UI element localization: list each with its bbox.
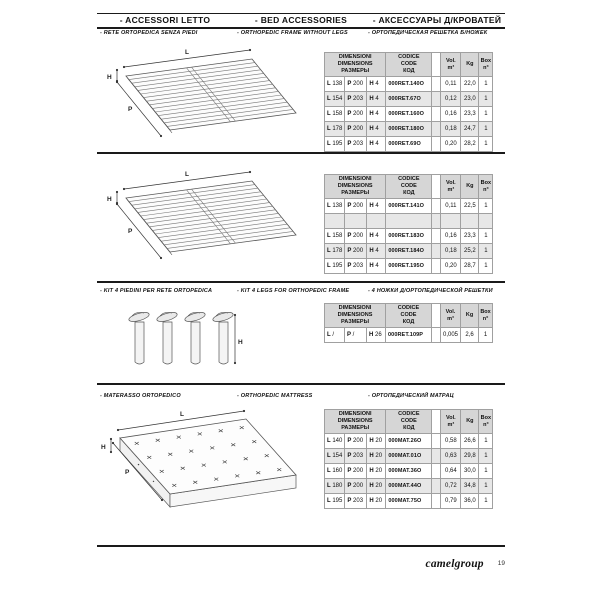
- box-cell: 1: [479, 107, 493, 122]
- h-cell: H 4: [367, 122, 386, 137]
- box-header: Box n°: [479, 410, 493, 434]
- vol-cell: 0,16: [441, 107, 461, 122]
- kg-cell: [461, 214, 479, 229]
- box-cell: 1: [479, 449, 493, 464]
- spec-row: [325, 92, 493, 107]
- h-cell: H 4: [367, 229, 386, 244]
- l-cell: L /: [325, 328, 345, 343]
- p-cell: P 200: [345, 244, 367, 259]
- code-cell: 000RET.109P: [386, 328, 432, 343]
- p-cell: P 200: [345, 107, 367, 122]
- box-cell: 1: [479, 229, 493, 244]
- vol-header: Vol. m³: [441, 304, 461, 328]
- code-header: CODICE CODE КОД: [386, 304, 432, 328]
- l-cell: L 158: [325, 107, 345, 122]
- spacer-cell: [432, 107, 441, 122]
- kg-cell: 2,6: [461, 328, 479, 343]
- kg-cell: 30,0: [461, 464, 479, 479]
- h-cell: H 4: [367, 92, 386, 107]
- section1-subtitle-ru: - ОРТОПЕДИЧЕСКАЯ РЕШЕТКА Б/НОЖЕК: [368, 30, 488, 36]
- frame2-spec-table: [324, 174, 493, 274]
- box-cell: 1: [479, 92, 493, 107]
- h-cell: [367, 214, 386, 229]
- code-cell: 000RET.180O: [386, 122, 432, 137]
- brand-logo: camelgroup: [425, 558, 484, 570]
- vol-cell: [441, 214, 461, 229]
- kg-cell: 28,2: [461, 137, 479, 152]
- spacer-cell: [432, 464, 441, 479]
- spacer-header: [432, 304, 441, 328]
- l-cell: L 138: [325, 77, 345, 92]
- p-cell: P 203: [345, 259, 367, 274]
- code-header: CODICE CODE КОД: [386, 410, 432, 434]
- top-rule: [97, 13, 505, 14]
- spec-row: [325, 328, 493, 343]
- code-cell: 000MAT.01O: [386, 449, 432, 464]
- box-cell: 1: [479, 494, 493, 509]
- box-cell: 1: [479, 77, 493, 92]
- spacer-cell: [432, 449, 441, 464]
- code-cell: 000RET.141O: [386, 199, 432, 214]
- h-cell: H 20: [367, 479, 386, 494]
- p-cell: P 203: [345, 494, 367, 509]
- box-cell: 1: [479, 479, 493, 494]
- spacer-header: [432, 175, 441, 199]
- spec-row: [325, 479, 493, 494]
- spacer-cell: [432, 259, 441, 274]
- kg-cell: 34,8: [461, 479, 479, 494]
- dimension-label-l: L: [180, 411, 184, 418]
- vol-cell: 0,18: [441, 122, 461, 137]
- spec-row: [325, 137, 493, 152]
- dimension-label-p: P: [125, 469, 130, 476]
- page-number: 19: [497, 560, 505, 567]
- h-cell: H 4: [367, 77, 386, 92]
- spacer-cell: [432, 137, 441, 152]
- h-cell: H 4: [367, 137, 386, 152]
- mattress-diagram: [98, 406, 303, 524]
- vol-cell: 0,11: [441, 77, 461, 92]
- vol-cell: 0,58: [441, 434, 461, 449]
- l-cell: L 160: [325, 464, 345, 479]
- box-cell: 1: [479, 199, 493, 214]
- h-cell: H 4: [367, 107, 386, 122]
- h-cell: H 4: [367, 199, 386, 214]
- section3-subtitle-ru: - 4 НОЖКИ Д/ОРТОПЕДИЧЕСКОЙ РЕШЕТКИ: [368, 288, 493, 294]
- dimension-label-p: P: [128, 228, 133, 235]
- spec-row: [325, 199, 493, 214]
- section1-subtitle-en: - ORTHOPEDIC FRAME WITHOUT LEGS: [237, 30, 348, 36]
- spacer-cell: [432, 92, 441, 107]
- l-cell: L 178: [325, 122, 345, 137]
- code-cell: [386, 214, 432, 229]
- p-cell: P 200: [345, 434, 367, 449]
- dimension-label-l: L: [185, 171, 189, 178]
- kit-legs-diagram: [122, 302, 247, 377]
- code-cell: 000MAT.26O: [386, 434, 432, 449]
- spacer-cell: [432, 199, 441, 214]
- vol-cell: 0,20: [441, 259, 461, 274]
- section-divider-3: [97, 383, 505, 385]
- code-cell: 000MAT.36O: [386, 464, 432, 479]
- legs-spec-table: [324, 303, 493, 343]
- spacer-cell: [432, 122, 441, 137]
- page-footer: [97, 554, 505, 572]
- l-cell: L 158: [325, 229, 345, 244]
- orthopedic-frame-diagram-2: [100, 168, 300, 272]
- kg-header: Kg: [461, 304, 479, 328]
- kg-cell: 22,5: [461, 199, 479, 214]
- p-cell: P 200: [345, 229, 367, 244]
- vol-cell: 0,005: [441, 328, 461, 343]
- spec-row: [325, 214, 493, 229]
- p-cell: P 203: [345, 137, 367, 152]
- code-header: CODICE CODE КОД: [386, 175, 432, 199]
- spec-row: [325, 259, 493, 274]
- spacer-cell: [432, 214, 441, 229]
- box-cell: 1: [479, 259, 493, 274]
- spacer-cell: [432, 328, 441, 343]
- dimension-label-p: P: [128, 106, 133, 113]
- h-cell: H 4: [367, 244, 386, 259]
- header-rule: [97, 27, 505, 29]
- code-cell: 000RET.69O: [386, 137, 432, 152]
- box-cell: 1: [479, 328, 493, 343]
- box-cell: 1: [479, 244, 493, 259]
- spec-row: [325, 449, 493, 464]
- spacer-cell: [432, 479, 441, 494]
- vol-cell: 0,12: [441, 92, 461, 107]
- l-cell: L 195: [325, 259, 345, 274]
- h-cell: H 20: [367, 434, 386, 449]
- l-cell: L 138: [325, 199, 345, 214]
- section4-subtitle-ru: - ОРТОПЕДИЧЕСКИЙ МАТРАЦ: [368, 393, 454, 399]
- vol-cell: 0,64: [441, 464, 461, 479]
- vol-header: Vol. m³: [441, 175, 461, 199]
- section4-subtitle-it: - MATERASSO ORTOPEDICO: [100, 393, 181, 399]
- dimensions-header: DIMENSIONI DIMENSIONS РАЗМЕРЫ: [325, 410, 386, 434]
- box-cell: 1: [479, 122, 493, 137]
- p-cell: P 200: [345, 199, 367, 214]
- code-cell: 000RET.160O: [386, 107, 432, 122]
- kg-header: Kg: [461, 410, 479, 434]
- vol-cell: 0,11: [441, 199, 461, 214]
- box-cell: 1: [479, 137, 493, 152]
- dimension-label-l: L: [185, 49, 189, 56]
- box-cell: 1: [479, 464, 493, 479]
- h-cell: H 4: [367, 259, 386, 274]
- l-cell: [325, 214, 345, 229]
- box-header: Box n°: [479, 53, 493, 77]
- l-cell: L 180: [325, 479, 345, 494]
- l-cell: L 154: [325, 449, 345, 464]
- dimension-label-h: H: [238, 339, 243, 346]
- spec-row: [325, 244, 493, 259]
- p-cell: P 203: [345, 92, 367, 107]
- h-cell: H 20: [367, 494, 386, 509]
- dimensions-header: DIMENSIONI DIMENSIONS РАЗМЕРЫ: [325, 53, 386, 77]
- vol-cell: 0,20: [441, 137, 461, 152]
- l-cell: L 195: [325, 494, 345, 509]
- vol-cell: 0,16: [441, 229, 461, 244]
- p-cell: P /: [345, 328, 367, 343]
- dimension-label-h: H: [107, 74, 112, 81]
- kg-cell: 23,3: [461, 107, 479, 122]
- code-cell: 000RET.195O: [386, 259, 432, 274]
- spec-row: [325, 229, 493, 244]
- spacer-header: [432, 410, 441, 434]
- spec-row: [325, 107, 493, 122]
- kg-cell: 23,3: [461, 229, 479, 244]
- p-cell: P 200: [345, 479, 367, 494]
- kg-cell: 36,0: [461, 494, 479, 509]
- kg-cell: 29,8: [461, 449, 479, 464]
- code-header: CODICE CODE КОД: [386, 53, 432, 77]
- box-cell: 1: [479, 434, 493, 449]
- kg-header: Kg: [461, 53, 479, 77]
- kg-header: Kg: [461, 175, 479, 199]
- spec-row: [325, 77, 493, 92]
- vol-cell: 0,72: [441, 479, 461, 494]
- spacer-cell: [432, 229, 441, 244]
- spacer-cell: [432, 434, 441, 449]
- p-cell: P 203: [345, 449, 367, 464]
- p-cell: P 200: [345, 122, 367, 137]
- dimensions-header: DIMENSIONI DIMENSIONS РАЗМЕРЫ: [325, 304, 386, 328]
- p-cell: [345, 214, 367, 229]
- vol-header: Vol. m³: [441, 53, 461, 77]
- orthopedic-frame-diagram-1: [100, 46, 300, 150]
- vol-cell: 0,63: [441, 449, 461, 464]
- dimension-label-h: H: [101, 444, 106, 451]
- code-cell: 000MAT.75O: [386, 494, 432, 509]
- box-cell: [479, 214, 493, 229]
- bottom-rule: [97, 545, 505, 547]
- section4-subtitle-en: - ORTHOPEDIC MATTRESS: [237, 393, 313, 399]
- l-cell: L 195: [325, 137, 345, 152]
- l-cell: L 178: [325, 244, 345, 259]
- section3-subtitle-en: - KIT 4 LEGS FOR ORTHOPEDIC FRAME: [237, 288, 350, 294]
- box-header: Box n°: [479, 304, 493, 328]
- vol-cell: 0,79: [441, 494, 461, 509]
- spec-row: [325, 494, 493, 509]
- section-divider-2: [97, 281, 505, 283]
- p-cell: P 200: [345, 464, 367, 479]
- kg-cell: 23,0: [461, 92, 479, 107]
- title-italian: - ACCESSORI LETTO: [119, 15, 211, 25]
- section3-subtitle-it: - KIT 4 PIEDINI PER RETE ORTOPEDICA: [100, 288, 213, 294]
- section1-subtitle-it: - RETE ORTOPEDICA SENZA PIEDI: [100, 30, 198, 36]
- mattress-spec-table: [324, 409, 493, 509]
- spec-row: [325, 434, 493, 449]
- p-cell: P 200: [345, 77, 367, 92]
- spacer-cell: [432, 494, 441, 509]
- frame1-spec-table: [324, 52, 493, 152]
- vol-header: Vol. m³: [441, 410, 461, 434]
- title-russian: - АКСЕССУАРЫ Д/КРОВАТЕЙ: [372, 15, 502, 25]
- dimension-label-h: H: [107, 196, 112, 203]
- spacer-cell: [432, 77, 441, 92]
- code-cell: 000MAT.44O: [386, 479, 432, 494]
- vol-cell: 0,18: [441, 244, 461, 259]
- dimensions-header: DIMENSIONI DIMENSIONS РАЗМЕРЫ: [325, 175, 386, 199]
- kg-cell: 28,7: [461, 259, 479, 274]
- l-cell: L 140: [325, 434, 345, 449]
- kg-cell: 26,6: [461, 434, 479, 449]
- kg-cell: 24,7: [461, 122, 479, 137]
- l-cell: L 154: [325, 92, 345, 107]
- kg-cell: 22,0: [461, 77, 479, 92]
- kg-cell: 25,2: [461, 244, 479, 259]
- h-cell: H 26: [367, 328, 386, 343]
- spec-row: [325, 464, 493, 479]
- code-cell: 000RET.140O: [386, 77, 432, 92]
- box-header: Box n°: [479, 175, 493, 199]
- spacer-header: [432, 53, 441, 77]
- code-cell: 000RET.184O: [386, 244, 432, 259]
- h-cell: H 20: [367, 449, 386, 464]
- spec-row: [325, 122, 493, 137]
- spacer-cell: [432, 244, 441, 259]
- code-cell: 000RET.183O: [386, 229, 432, 244]
- title-english: - BED ACCESSORIES: [254, 15, 348, 25]
- page-header: [97, 15, 505, 25]
- h-cell: H 20: [367, 464, 386, 479]
- code-cell: 000RET.67O: [386, 92, 432, 107]
